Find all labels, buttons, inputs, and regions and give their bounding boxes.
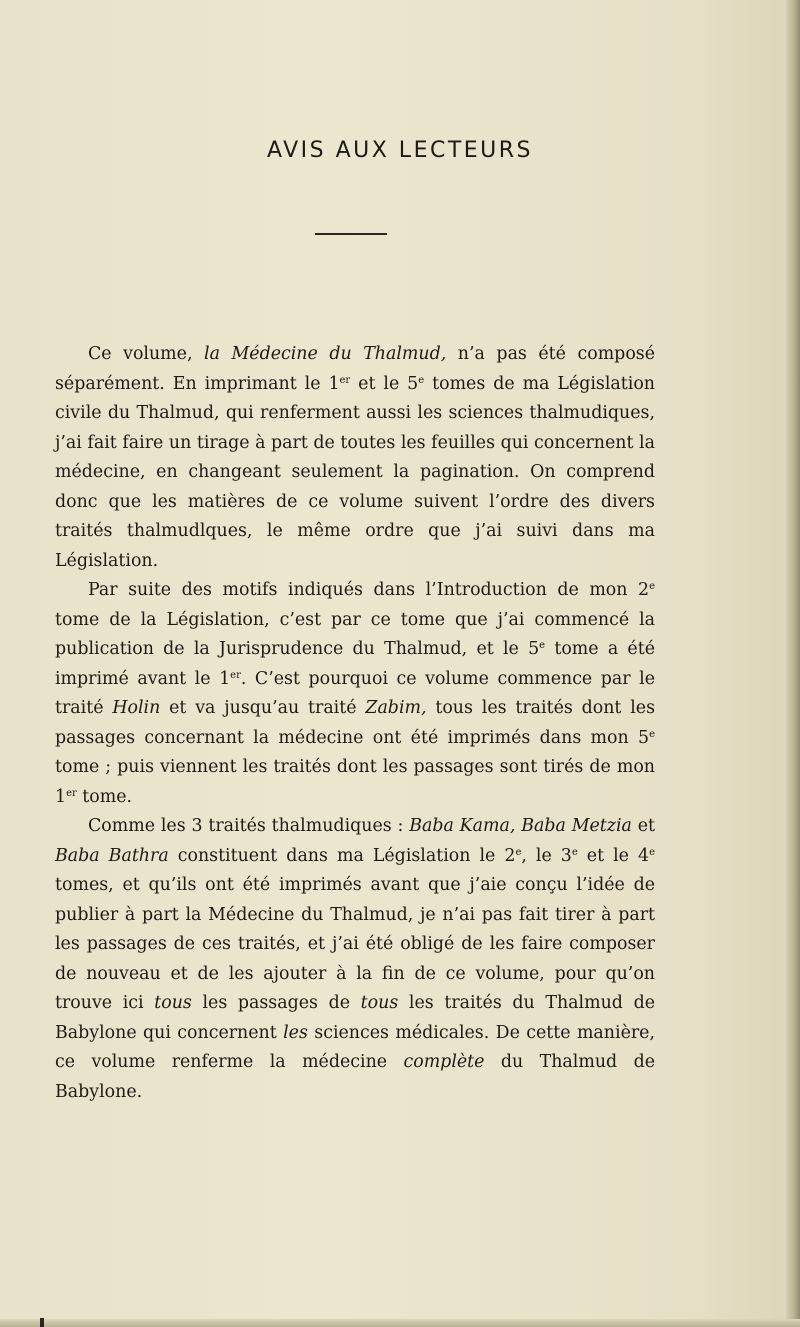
p2-text-2: tome de la Législation, c’est par ce tome que j’ai commencé la publication de la Jurisprudence du Thalmud, et le 5 [55, 609, 655, 659]
p3-italic-baba-kama-metzia: Baba Kama, Baba Metzia [409, 816, 632, 836]
p2-italic-zabim: Zabim, [365, 698, 427, 718]
p3-text-6: tomes, et qu’ils ont été imprimés avant que j’aie conçu l’idée de publier à part la Médecine du Thalmud, je n’ai pas fait tirer à part les passages de ces traités, et j’ai été obligé de les faire composer de nouveau et de les ajouter à la fin de ce volume, pour qu’on trouve ici [55, 875, 655, 1013]
p3-text-4: , le 3 [521, 845, 572, 866]
p2-sup-1: e [649, 581, 655, 592]
p2-sup-4: e [649, 728, 655, 740]
p2-text-3: tome a été imprimé avant le 1 [55, 639, 656, 689]
p3-italic-tous-2: tous [360, 993, 399, 1013]
p2-text-4: . C’est pourquoi ce volume commence par le traité [55, 668, 655, 718]
page-title: AVIS AUX LECTEURS [266, 138, 534, 163]
p2-sup-3: er [230, 669, 241, 681]
p3-italic-baba-bathra: Baba Bathra [55, 845, 169, 866]
p3-text-2: et [631, 816, 655, 836]
p3-italic-complete: complète [403, 1052, 485, 1072]
paragraph-1 [55, 340, 655, 576]
p2-text-8: tome. [76, 786, 133, 807]
p3-sup-3: e [649, 846, 655, 858]
p3-text-1: Comme les 3 traités thalmudiques : [88, 816, 410, 836]
p2-sup-2: e [539, 640, 546, 651]
p3-italic-les: les [283, 1022, 308, 1043]
p3-text-10: du Thalmud de Babylone. [55, 1052, 655, 1102]
p3-sup-1: e [515, 846, 522, 858]
p1-sup-1: er [339, 374, 351, 386]
body-text [55, 340, 655, 1107]
p3-text-3: constituent dans ma Législation le 2 [168, 845, 516, 866]
p1-text-3: et le 5 [350, 373, 419, 394]
p2-text-1: Par suite des motifs indiqués dans l’Introduction de mon 2 [88, 580, 650, 600]
p3-text-8: les traités du Thalmud de Babylone qui concernent [55, 993, 655, 1043]
p3-italic-tous-1: tous [154, 993, 192, 1013]
p2-text-6: tous les traités dont les passages concernant la médecine ont été imprimés dans mon 5 [55, 698, 656, 748]
p1-text-1: Ce volume, [88, 344, 205, 364]
p2-italic-holin: Holin [112, 698, 161, 718]
p3-text-9: sciences médicales. De cette manière, ce volume renferme la médecine [55, 1022, 655, 1072]
p2-text-7: tome ; puis viennent les traités dont les passages sont tirés de mon 1 [55, 757, 655, 807]
p2-text-5: et va jusqu’au traité [160, 698, 366, 718]
p1-text-2: n’a pas été composé séparément. En imprimant le 1 [55, 344, 655, 394]
p1-text-4: tomes de ma Législation civile du Thalmud, qui renferment aussi les sciences thalmudiques, j’ai fait faire un tirage à part de toutes les feuilles qui concernent la médecine, en changeant seulement la pagination. On comprend donc que les matières de ce volume suivent l’ordre des divers traités thalmudlques, le même ordre que j’ai suivi dans ma Législation. [55, 373, 655, 571]
paragraph-3 [55, 812, 655, 1107]
page-bottom-edge [0, 1319, 800, 1327]
page-edge-shadow [786, 0, 800, 1327]
paragraph-2 [55, 576, 655, 812]
title-divider [315, 233, 387, 235]
p3-sup-2: e [571, 846, 578, 858]
p2-sup-5: er [66, 787, 77, 799]
p1-italic-title: la Médecine du Thalmud, [204, 344, 447, 364]
p3-text-7: les passages de [191, 993, 361, 1013]
p1-sup-2: e [418, 374, 425, 386]
margin-mark [40, 1318, 44, 1327]
p3-text-5: et le 4 [577, 845, 650, 866]
